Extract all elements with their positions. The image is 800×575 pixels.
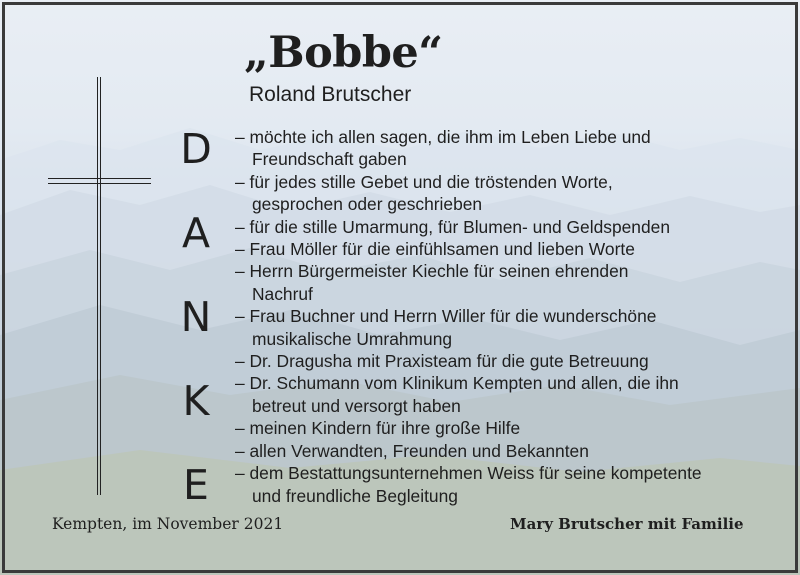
thanks-line: – Dr. Dragusha mit Praxisteam für die gute Betreuung	[235, 351, 649, 372]
danke-letter-d: D	[180, 125, 212, 173]
nickname-title: „Bobbe“	[244, 28, 443, 78]
cross-vertical-bar	[97, 77, 101, 495]
danke-letter-a: A	[181, 209, 211, 257]
danke-letter-k: K	[182, 377, 210, 425]
thanks-line: gesprochen oder geschrieben	[252, 194, 483, 215]
thanks-line: – möchte ich allen sagen, die ihm im Leben Liebe und	[235, 127, 651, 147]
thanks-line: betreut und versorgt haben	[252, 395, 461, 416]
thanks-line: musikalische Umrahmung	[252, 328, 453, 349]
thanks-line: – für die stille Umarmung, für Blumen- und Geldspenden	[235, 216, 670, 237]
signer-name: Mary Brutscher mit Familie	[510, 515, 744, 533]
thanks-line: – für jedes stille Gebet und die tröstenden Worte,	[235, 171, 613, 192]
thanks-line: – Frau Möller für die einfühlsamen und lieben Worte	[235, 239, 635, 260]
thanks-line: – Herrn Bürgermeister Kiechle für seinen ehrenden	[235, 261, 629, 282]
thanks-line: Freundschaft gaben	[252, 149, 407, 170]
thanks-line: – meinen Kindern für ihre große Hilfe	[235, 418, 521, 439]
thanks-line: Nachruf	[252, 283, 313, 304]
thanks-line: – dem Bestattungsunternehmen Weiss für seine kompetente	[235, 463, 702, 484]
deceased-name: Roland Brutscher	[249, 83, 412, 106]
danke-letter-e: E	[183, 461, 209, 509]
thanks-line: – Frau Buchner und Herrn Willer für die wunderschöne	[235, 306, 657, 327]
place-date: Kempten, im November 2021	[52, 515, 284, 533]
thanks-line: und freundliche Begleitung	[252, 485, 458, 506]
cross-horizontal-bar	[48, 178, 151, 184]
danke-letter-n: N	[180, 293, 212, 341]
thanks-line: – Dr. Schumann vom Klinikum Kempten und allen, die ihn	[235, 373, 679, 394]
thanks-line: – allen Verwandten, Freunden und Bekannten	[235, 440, 589, 461]
thanks-list	[235, 126, 795, 507]
